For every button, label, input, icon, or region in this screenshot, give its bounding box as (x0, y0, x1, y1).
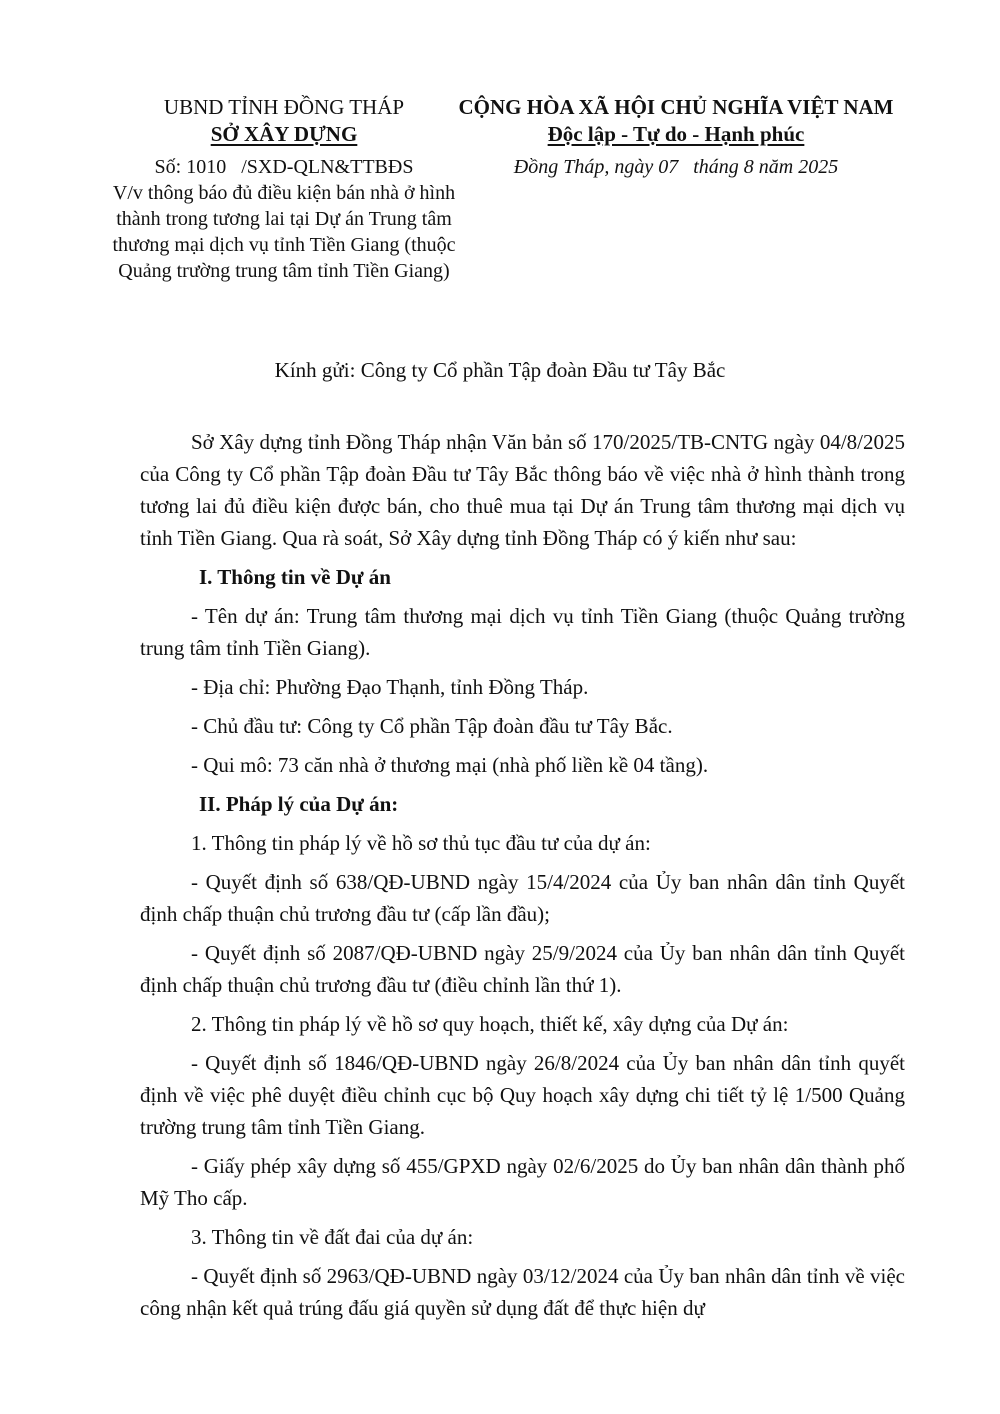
agency-parent: UBND TỈNH ĐỒNG THÁP (163, 95, 405, 119)
item-3-title: 3. Thông tin về đất đai của dự án: (191, 1225, 474, 1249)
item-1-a: - Quyết định số 638/QĐ-UBND ngày 15/4/2024 của Ủy ban nhân dân tỉnh Quyết định chấp thuận chủ trương đầu tư (cấp lần đầu); (140, 870, 905, 926)
motto (432, 121, 920, 148)
scale-paragraph: - Qui mô: 73 căn nhà ở thương mại (nhà phố liền kề 04 tầng). (191, 753, 709, 777)
section-2-heading: II. Pháp lý của Dự án: (199, 792, 399, 816)
agency-name-text: SỞ XÂY DỰNG (210, 122, 358, 146)
recipient-line: Kính gửi: Công ty Cổ phần Tập đoàn Đầu tư Tây Bắc (274, 358, 726, 382)
project-name-paragraph: - Tên dự án: Trung tâm thương mại dịch vụ tỉnh Tiền Giang (thuộc Quảng trường trung tâm tỉnh Tiền Giang). (140, 604, 905, 660)
document-body (140, 426, 905, 1331)
item-1-title: 1. Thông tin pháp lý về hồ sơ thủ tục đầu tư của dự án: (191, 831, 651, 855)
date-day: 07 (658, 156, 679, 178)
item-2-b: - Giấy phép xây dựng số 455/GPXD ngày 02/6/2025 do Ủy ban nhân dân thành phố Mỹ Tho cấp. (140, 1154, 905, 1210)
doc-number-value: 1010 (186, 156, 227, 178)
date-rest: tháng 8 năm 2025 (693, 156, 839, 178)
item-1-b: - Quyết định số 2087/QĐ-UBND ngày 25/9/2024 của Ủy ban nhân dân tỉnh Quyết định chấp thuận chủ trương đầu tư (điều chỉnh lần thứ 1). (140, 941, 905, 997)
agency-header (100, 94, 468, 284)
date-place: Đồng Tháp, ngày (513, 156, 654, 178)
document-date (432, 154, 920, 180)
document-subject: V/v thông báo đủ điều kiện bán nhà ở hình thành trong tương lai tại Dự án Trung tâm thương mại dịch vụ tỉnh Tiền Giang (thuộc Quảng trường trung tâm tỉnh Tiền Giang) (112, 182, 456, 282)
item-3-a: - Quyết định số 2963/QĐ-UBND ngày 03/12/2024 của Ủy ban nhân dân tỉnh về việc công nhận kết quả trúng đấu giá quyền sử dụng đất để thực hiện dự (140, 1264, 905, 1320)
agency-name (100, 121, 468, 148)
item-2-a: - Quyết định số 1846/QĐ-UBND ngày 26/8/2024 của Ủy ban nhân dân tỉnh quyết định về việc phê duyệt điều chỉnh cục bộ Quy hoạch xây dựng chi tiết tỷ lệ 1/500 Quảng trường trung tâm tỉnh Tiền Giang. (140, 1051, 905, 1139)
country-name: CỘNG HÒA XÃ HỘI CHỦ NGHĨA VIỆT NAM (458, 95, 894, 119)
item-2-title: 2. Thông tin pháp lý về hồ sơ quy hoạch, thiết kế, xây dựng của Dự án: (191, 1012, 789, 1036)
doc-number-prefix: Số: (154, 156, 182, 178)
intro-paragraph: Sở Xây dựng tỉnh Đồng Tháp nhận Văn bản số 170/2025/TB-CNTG ngày 04/8/2025 của Công ty Cổ phần Tập đoàn Đầu tư Tây Bắc thông báo về việc nhà ở hình thành trong tương lai đủ điều kiện được bán, cho thuê mua tại Dự án Trung tâm thương mại dịch vụ tỉnh Tiền Giang. Qua rà soát, Sở Xây dựng tỉnh Đồng Tháp có ý kiến như sau: (140, 430, 905, 550)
doc-number-suffix: /SXD-QLN&TTBĐS (241, 156, 414, 178)
investor-paragraph: - Chủ đầu tư: Công ty Cổ phần Tập đoàn đầu tư Tây Bắc. (191, 714, 673, 738)
section-1-heading: I. Thông tin về Dự án (199, 565, 391, 589)
document-number (100, 154, 468, 180)
motto-text: Độc lập - Tự do - Hạnh phúc (547, 122, 805, 146)
national-header (432, 94, 920, 180)
address-paragraph: - Địa chỉ: Phường Đạo Thạnh, tỉnh Đồng Tháp. (191, 675, 589, 699)
